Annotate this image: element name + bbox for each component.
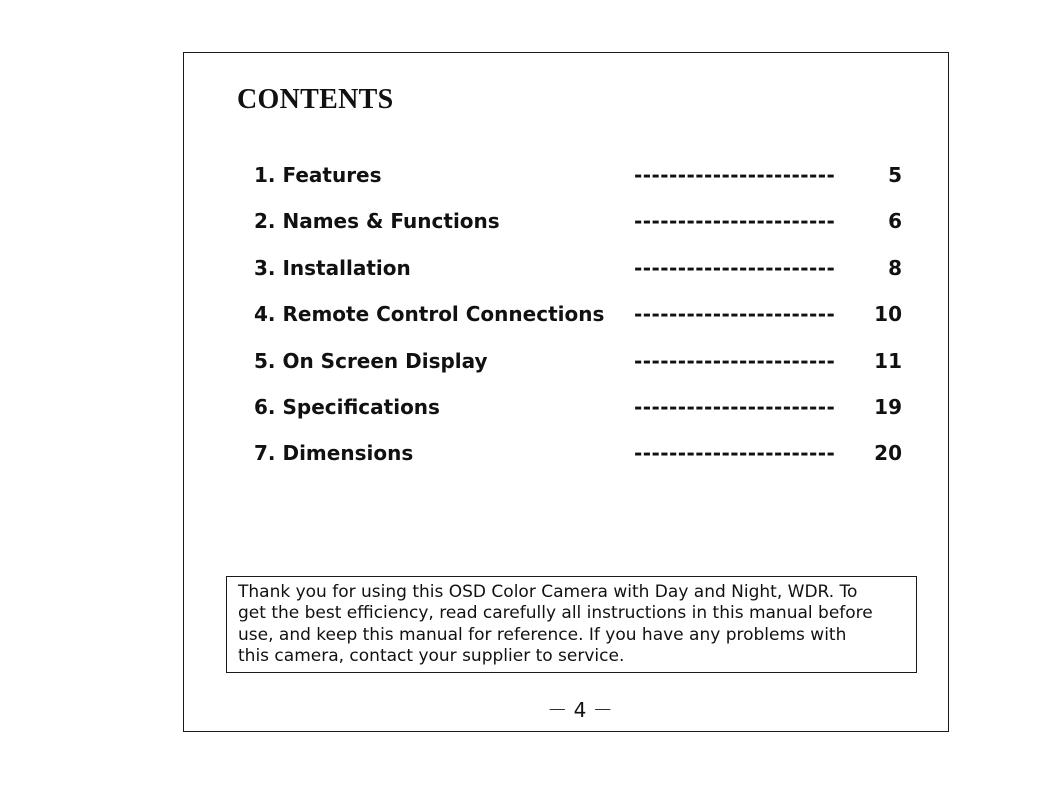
- toc-entry-label: 5. On Screen Display: [254, 348, 488, 373]
- toc-entry-dimensions[interactable]: [254, 441, 914, 487]
- toc-entry-label: 4. Remote Control Connections: [254, 302, 605, 327]
- toc-dot-leader: -----------------------: [634, 163, 836, 187]
- toc-dot-leader: -----------------------: [634, 302, 836, 327]
- toc-dot-leader: -----------------------: [634, 348, 836, 373]
- toc-entry-installation[interactable]: [254, 256, 914, 302]
- toc-page-number: 10: [874, 302, 902, 327]
- toc-entry-label: 3. Installation: [254, 255, 411, 280]
- toc-entry-on-screen-display[interactable]: [254, 349, 914, 395]
- toc-dot-leader: -----------------------: [634, 209, 836, 234]
- toc-page-number: 19: [874, 394, 902, 419]
- toc-entry-label: 6. Specifications: [254, 394, 440, 419]
- toc-entry-specifications[interactable]: [254, 395, 914, 441]
- toc-page-number: 5: [888, 163, 902, 187]
- toc-dot-leader: -----------------------: [634, 394, 836, 419]
- toc-entry-names-functions[interactable]: [254, 209, 914, 255]
- toc-page-number: 20: [874, 441, 902, 466]
- toc-page-number: 6: [888, 209, 902, 234]
- toc-page-number: 11: [874, 348, 902, 373]
- toc-dot-leader: -----------------------: [634, 255, 836, 280]
- toc-entry-label: 1. Features: [254, 163, 382, 187]
- toc-entry-features[interactable]: [254, 163, 914, 209]
- table-of-contents: [254, 163, 914, 488]
- toc-entry-label: 7. Dimensions: [254, 441, 414, 466]
- contents-heading: CONTENTS: [237, 84, 394, 115]
- toc-dot-leader: -----------------------: [634, 441, 836, 466]
- toc-page-number: 8: [888, 255, 902, 280]
- page-number-footer: － 4 －: [547, 698, 613, 722]
- toc-entry-label: 2. Names & Functions: [254, 209, 500, 234]
- toc-entry-remote-control-connections[interactable]: [254, 302, 914, 348]
- thank-you-notice-box: Thank you for using this OSD Color Camera with Day and Night, WDR. To get the best efficiency, read carefully all instructions in this manual before use, and keep this manual for reference. If you have any problems with this camera, contact your supplier to service.: [226, 576, 917, 673]
